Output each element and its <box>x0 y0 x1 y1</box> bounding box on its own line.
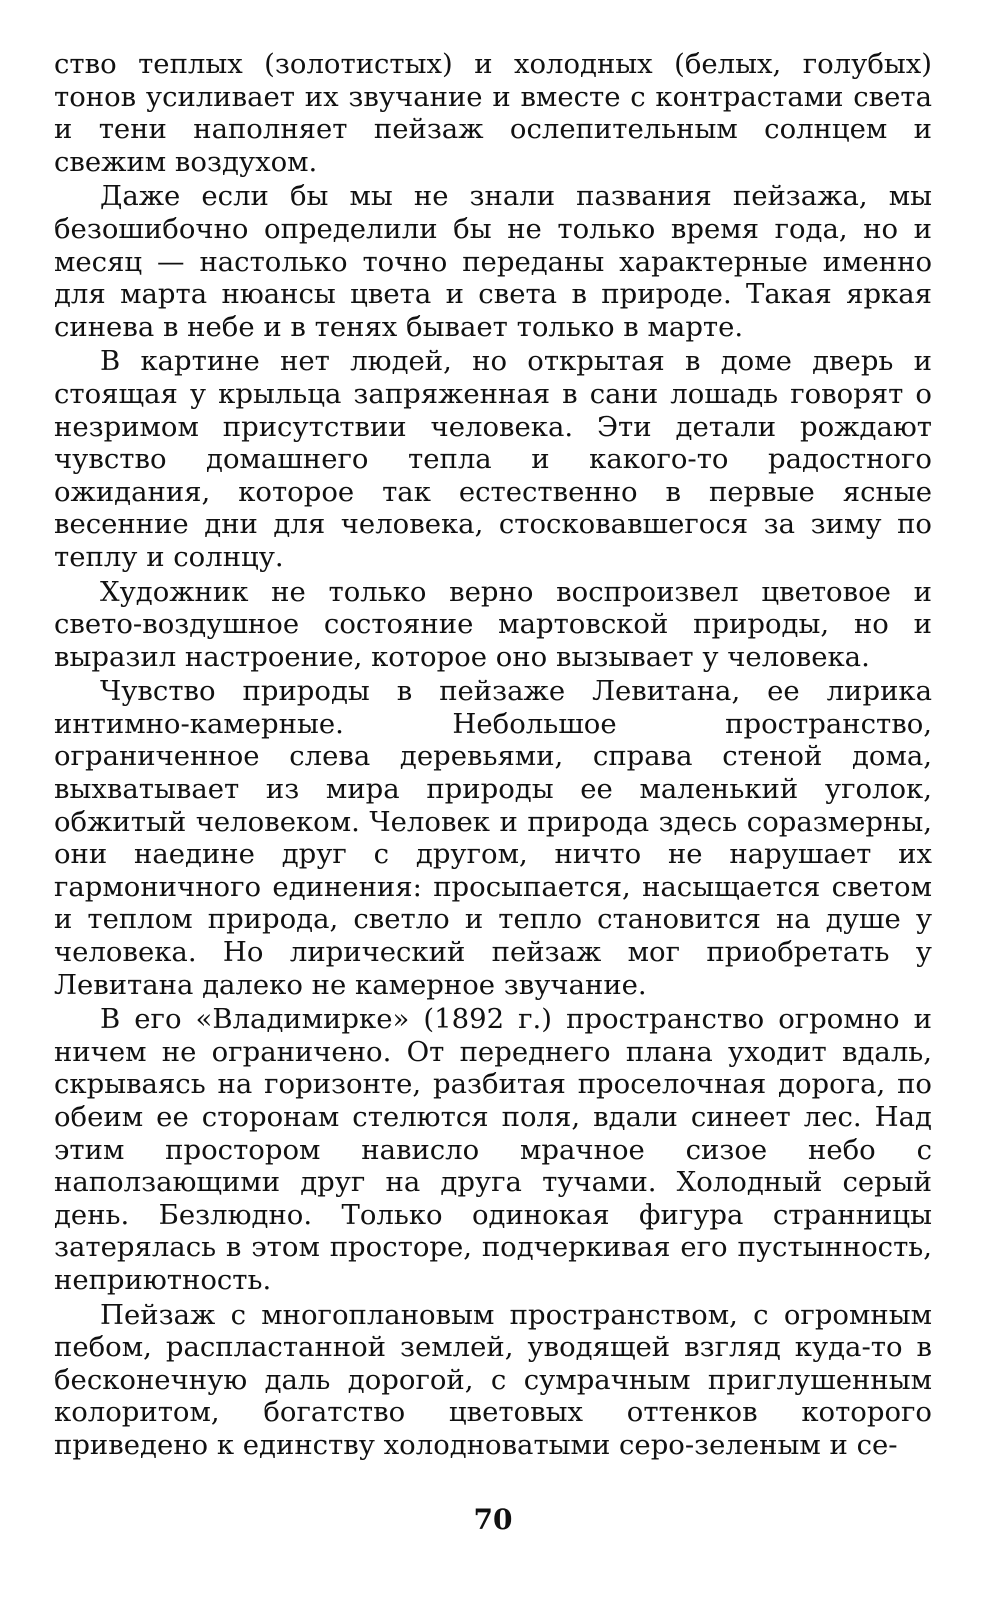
paragraph-4: Художник не только верно воспроизвел цветовое и свето-воздушное состояние мартовской природы, но и выразил настроение, которое оно вызывает у человека. <box>54 575 932 673</box>
page-number: 70 <box>473 1503 513 1536</box>
paragraph-2: Даже если бы мы не знали пазвания пейзажа, мы безошибочно определили бы не только время года, но и месяц — настолько точно переданы характерные именно для марта нюансы цвета и света в природе. Такая яркая синева в небе и в тенях бывает только в марте. <box>54 180 932 343</box>
paragraph-5: Чувство природы в пейзаже Левитана, ее лирика интимно-камерные. Небольшое пространство, ограниченное слева деревьями, справа стеной дома, выхватывает из мира природы ее маленький уголок, обжитый человеком. Человек и природа здесь соразмерны, они наедине друг с другом, ничто не нарушает их гармоничного единения: просыпается, насыщается светом и теплом природа, светло и тепло становится на душе у человека. Но лирический пейзаж мог приобретать у Левитана далеко не камерное звучание. <box>54 675 932 1001</box>
paragraph-1: ство теплых (золотистых) и холодных (белых, голубых) тонов усиливает их звучание и вместе с контрастами света и тени наполняет пейзаж ослепительным солнцем и свежим воздухом. <box>54 48 932 178</box>
page-body <box>54 48 932 1464</box>
paragraph-7: Пейзаж с многоплановым пространством, с огромным пебом, распластанной землей, уводящей взгляд куда-то в бесконечную даль дорогой, с сумрачным приглушенным колоритом, богатство цветовых оттенков которого приведено к единству холодноватыми серо-зеленым и се- <box>54 1298 932 1461</box>
paragraph-3: В картине нет людей, но открытая в доме дверь и стоящая у крыльца запряженная в сани лошадь говорят о незримом присутствии человека. Эти детали рождают чувство домашнего тепла и какого-то радостного ожидания, которое так естественно в первые ясные весенние дни для человека, стосковавшегося за зиму по теплу и солнцу. <box>54 345 932 573</box>
paragraph-6: В его «Владимирке» (1892 г.) пространство огромно и ничем не ограничено. От переднего плана уходит вдаль, скрываясь на горизонте, разбитая проселочная дорога, по обеим ее сторонам стелются поля, вдали синеет лес. Над этим простором нависло мрачное сизое небо с наползающими друг на друга тучами. Холодный серый день. Безлюдно. Только одинокая фигура странницы затерялась в этом просторе, подчеркивая его пустынность, неприютность. <box>54 1003 932 1296</box>
